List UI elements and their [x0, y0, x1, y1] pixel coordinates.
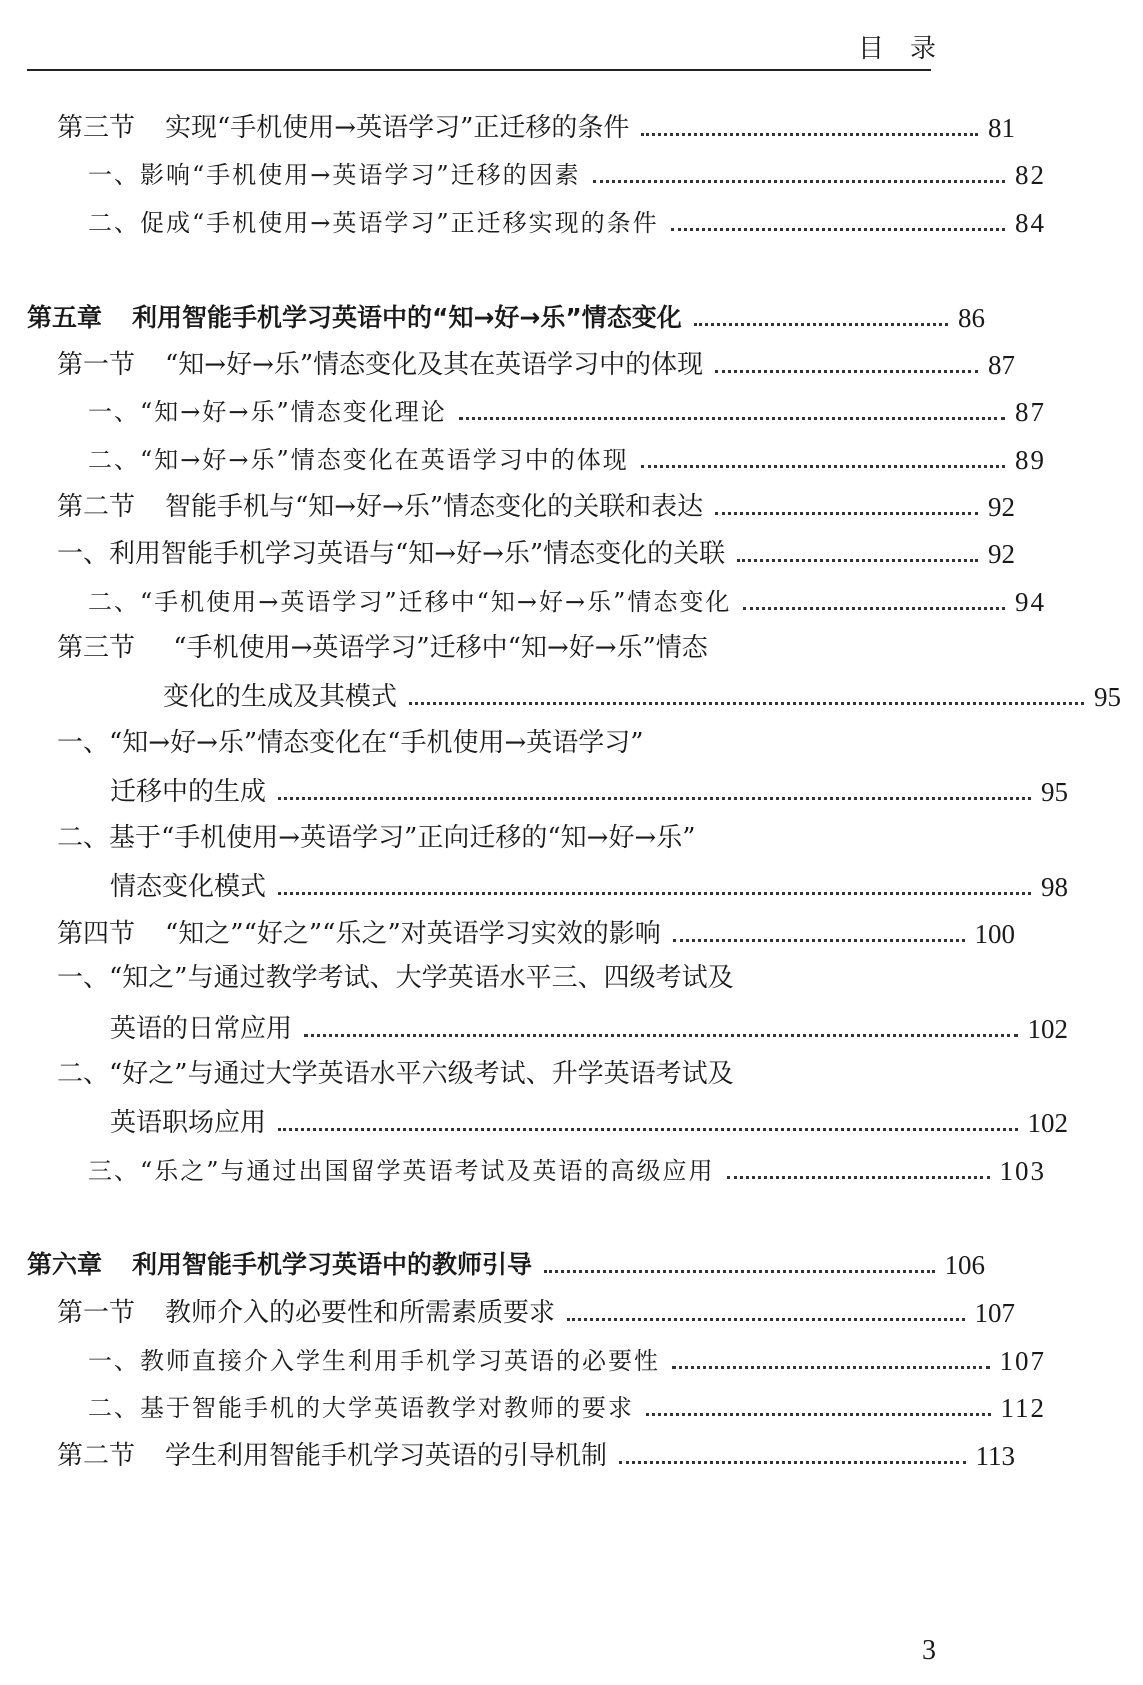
entry-page: 103 [999, 1156, 1046, 1186]
entry-title: “知→好→乐”情态变化及其在英语学习中的体现 [165, 350, 704, 380]
dot-leader [459, 417, 1005, 420]
entry-page: 112 [1000, 1393, 1046, 1423]
toc-entry-section[interactable] [0, 104, 1037, 144]
entry-title: 智能手机与“知→好→乐”情态变化的关联和表达 [165, 492, 704, 522]
entry-title: 一、“知之”与通过教学考试、大学英语水平三、四级考试及 [57, 963, 734, 993]
dot-leader [672, 1366, 990, 1369]
page-number: 3 [922, 1635, 936, 1666]
dot-leader [641, 133, 978, 136]
entry-title: 二、“好之”与通过大学英语水平六级考试、升学英语考试及 [57, 1059, 734, 1089]
toc-entry-chapter[interactable] [0, 294, 1007, 334]
toc-entry-section[interactable] [0, 1432, 1037, 1472]
dot-leader [278, 1128, 1017, 1131]
toc-entry-subsection-line2[interactable] [0, 863, 1090, 903]
dot-leader [278, 892, 1031, 895]
entry-page: 92 [988, 492, 1015, 522]
toc-entry-section-line2[interactable] [0, 673, 1143, 713]
entry-title-continued: 情态变化模式 [110, 872, 267, 902]
entry-head: 第三节 [57, 633, 136, 663]
entry-title: 二、“手机使用→英语学习”迁移中“知→好→乐”情态变化 [88, 588, 732, 616]
entry-page: 95 [1041, 777, 1068, 807]
dot-leader [278, 797, 1031, 800]
dot-leader [619, 1461, 965, 1464]
entry-page: 82 [1015, 160, 1046, 190]
dot-leader [409, 702, 1084, 705]
entry-head: 第一节 [57, 1298, 136, 1328]
entry-page: 92 [988, 539, 1015, 569]
toc-entry-section[interactable] [0, 1289, 1037, 1329]
dot-leader [737, 559, 978, 562]
toc-entry-section[interactable] [0, 910, 1037, 950]
entry-title: 三、“乐之”与通过出国留学英语考试及英语的高级应用 [88, 1157, 715, 1185]
toc-entry-subsection-line1[interactable] [57, 962, 734, 994]
entry-title: 二、“知→好→乐”情态变化在英语学习中的体现 [88, 446, 629, 474]
entry-page: 102 [1027, 1014, 1068, 1044]
header-rule [27, 69, 931, 71]
dot-leader [715, 370, 978, 373]
toc-entry-subsection[interactable] [0, 578, 1068, 618]
entry-page: 84 [1015, 208, 1046, 238]
toc-entry-section[interactable] [0, 483, 1037, 523]
entry-page: 86 [958, 303, 985, 333]
entry-page: 100 [974, 919, 1015, 949]
toc-entry-subsection[interactable] [0, 151, 1068, 191]
entry-title: 利用智能手机学习英语中的“知→好→乐”情态变化 [132, 303, 682, 332]
dot-leader [567, 1318, 964, 1321]
entry-title: 二、基于“手机使用→英语学习”正向迁移的“知→好→乐” [57, 823, 696, 853]
entry-page: 107 [999, 1346, 1046, 1376]
toc-entry-subsection[interactable] [0, 1337, 1068, 1377]
dot-leader [671, 228, 1005, 231]
entry-page: 87 [1015, 397, 1046, 427]
entry-title: 利用智能手机学习英语中的教师引导 [132, 1250, 533, 1279]
entry-title: 学生利用智能手机学习英语的引导机制 [165, 1441, 608, 1471]
entry-head: 第六章 [27, 1250, 103, 1279]
running-header [0, 0, 962, 70]
toc-entry-subsection[interactable] [0, 1147, 1068, 1187]
toc-entry-subsection-line1[interactable] [57, 1058, 734, 1090]
entry-page: 95 [1094, 682, 1121, 712]
toc-entry-subsection[interactable] [0, 1384, 1068, 1424]
dot-leader [641, 465, 1005, 468]
entry-title: 二、促成“手机使用→英语学习”正迁移实现的条件 [88, 209, 659, 237]
entry-title-continued: 英语的日常应用 [110, 1014, 293, 1044]
entry-page: 81 [988, 113, 1015, 143]
entry-title: “知之”“好之”“乐之”对英语学习实效的影响 [165, 919, 661, 949]
entry-page: 102 [1027, 1108, 1068, 1138]
entry-title: 一、教师直接介入学生利用手机学习英语的必要性 [88, 1347, 660, 1375]
entry-head: 第二节 [57, 492, 136, 522]
toc-entry-subsection-line2[interactable] [0, 1099, 1090, 1139]
dot-leader [646, 1413, 991, 1416]
toc-entry-subsection[interactable] [0, 436, 1068, 476]
entry-title-continued: 迁移中的生成 [110, 777, 267, 807]
entry-page: 89 [1015, 445, 1046, 475]
entry-head: 第一节 [57, 350, 136, 380]
entry-title: 一、“知→好→乐”情态变化理论 [88, 398, 447, 426]
entry-title: 一、利用智能手机学习英语与“知→好→乐”情态变化的关联 [57, 539, 726, 569]
entry-page: 94 [1015, 587, 1046, 617]
dot-leader [593, 180, 1005, 183]
toc-entry-subsection-line1[interactable] [57, 822, 696, 854]
entry-page: 107 [974, 1298, 1015, 1328]
dot-leader [727, 1176, 990, 1179]
dot-leader [544, 1270, 934, 1273]
toc-entry-section-line1[interactable] [57, 632, 708, 664]
entry-head: 第二节 [57, 1441, 136, 1471]
entry-title: “手机使用→英语学习”迁移中“知→好→乐”情态 [173, 633, 708, 663]
entry-head: 第五章 [27, 303, 103, 332]
entry-title-continued: 变化的生成及其模式 [163, 682, 398, 712]
entry-head: 第四节 [57, 919, 136, 949]
toc-entry-section[interactable] [0, 341, 1037, 381]
dot-leader [715, 512, 978, 515]
entry-page: 87 [988, 350, 1015, 380]
header-title: 目录 [857, 34, 962, 64]
entry-page: 113 [975, 1441, 1015, 1471]
entry-title: 实现“手机使用→英语学习”正迁移的条件 [165, 113, 630, 143]
entry-title: 教师介入的必要性和所需素质要求 [165, 1298, 556, 1328]
toc-entry-subsection[interactable] [0, 530, 1037, 570]
toc-entry-subsection[interactable] [0, 388, 1068, 428]
entry-title: 一、“知→好→乐”情态变化在“手机使用→英语学习” [57, 728, 644, 758]
entry-title: 一、影响“手机使用→英语学习”迁移的因素 [88, 161, 581, 189]
entry-title-continued: 英语职场应用 [110, 1108, 267, 1138]
dot-leader [304, 1034, 1017, 1037]
entry-head: 第三节 [57, 113, 136, 143]
entry-page: 106 [944, 1250, 985, 1280]
dot-leader [694, 323, 948, 326]
toc-entry-subsection-line2[interactable] [0, 768, 1090, 808]
toc-entry-subsection-line2[interactable] [0, 1005, 1090, 1045]
entry-page: 98 [1041, 872, 1068, 902]
entry-title: 二、基于智能手机的大学英语教学对教师的要求 [88, 1394, 634, 1422]
dot-leader [743, 607, 1005, 610]
toc-entry-chapter[interactable] [0, 1241, 1007, 1281]
toc-entry-subsection[interactable] [0, 199, 1068, 239]
toc-entry-subsection-line1[interactable] [57, 727, 644, 759]
dot-leader [673, 939, 965, 942]
